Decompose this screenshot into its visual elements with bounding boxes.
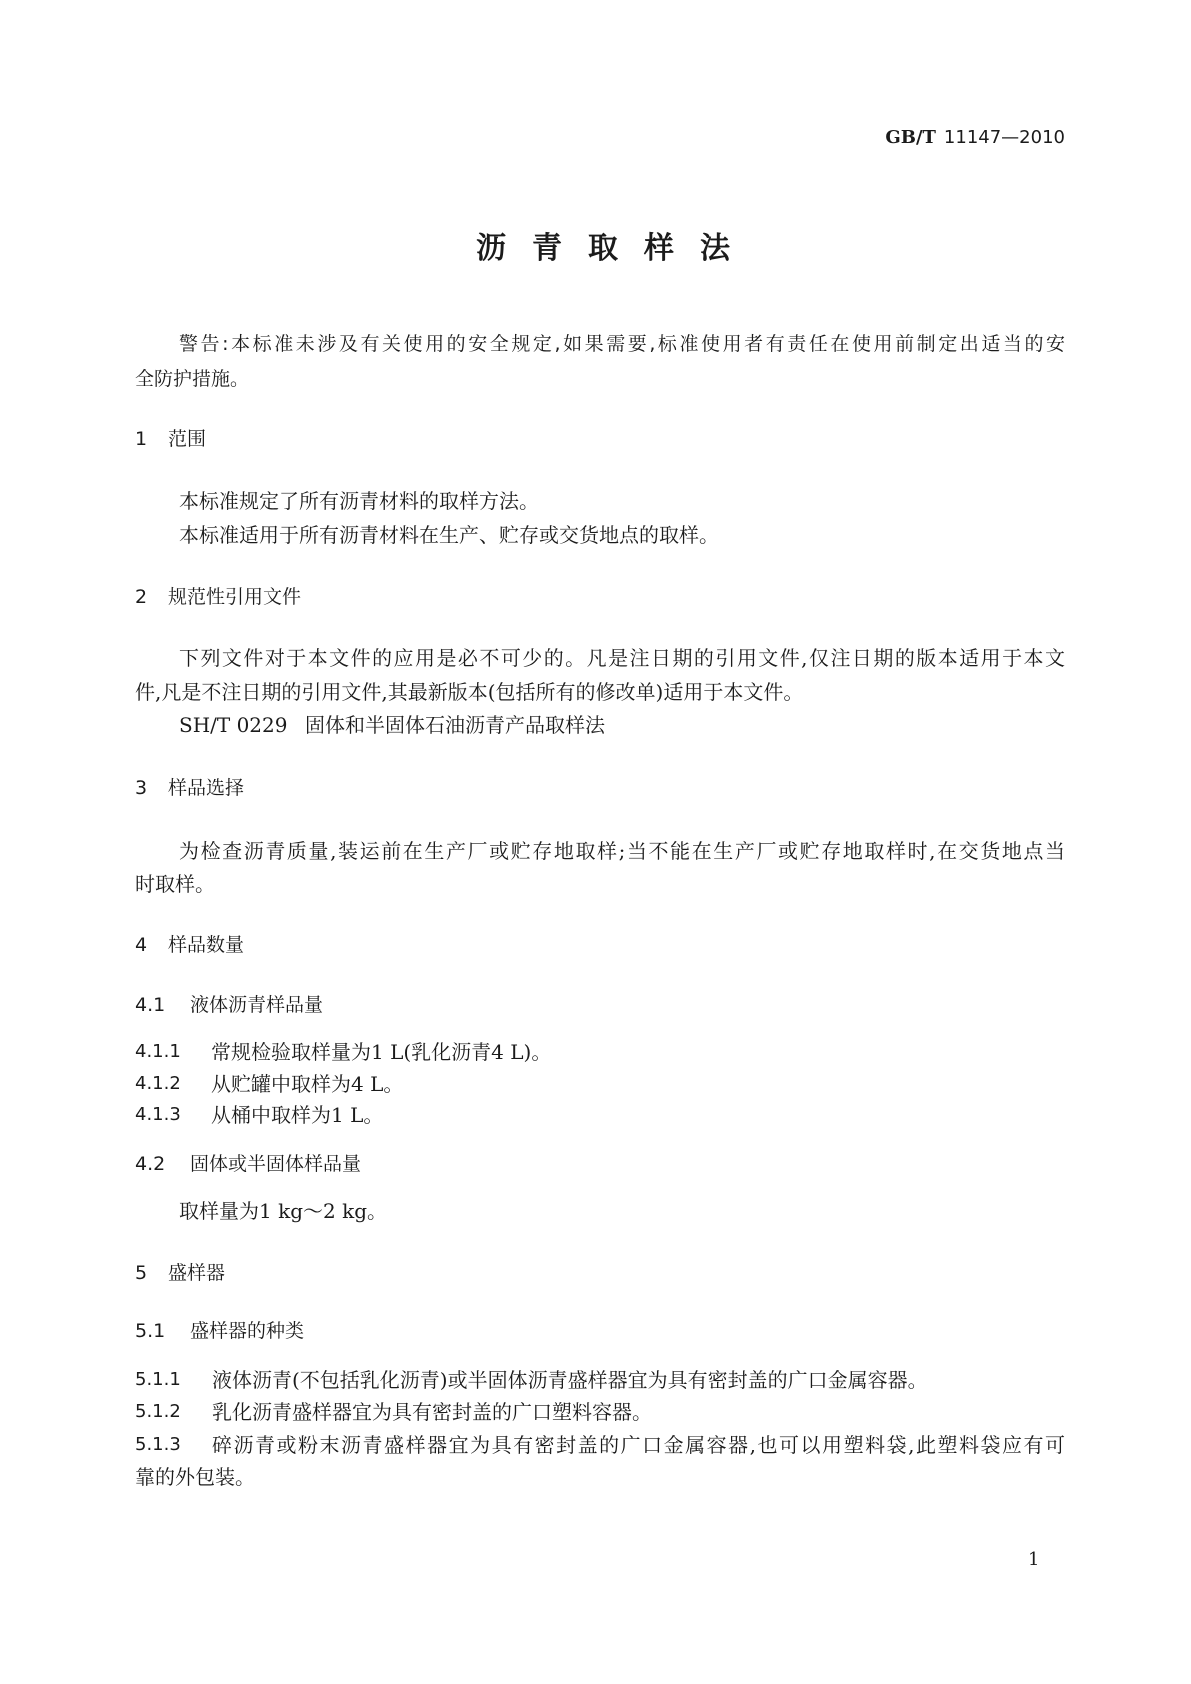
section-1-number: 1	[135, 428, 148, 450]
section-5-number: 5	[135, 1262, 148, 1284]
section-4-title: 样品数量	[168, 934, 245, 956]
clause-5-1-3-text: 碎沥青或粉末沥青盛样器宜为具有密封盖的广口金属容器,也可以用塑料袋,此塑料袋应有可	[212, 1433, 1065, 1457]
reference-title: 固体和半固体石油沥青产品取样法	[305, 713, 605, 737]
clause-4-1-3-number: 4.1.3	[135, 1104, 181, 1125]
section-5-1-title: 盛样器的种类	[190, 1320, 305, 1342]
clause-5-1-3-continuation: 靠的外包装。	[135, 1465, 255, 1489]
section-1-line-1: 本标准规定了所有沥青材料的取样方法。	[179, 489, 539, 513]
standard-code: GB/T	[885, 127, 936, 148]
section-4-2-number: 4.2	[135, 1153, 166, 1175]
section-2-line-1: 下列文件对于本文件的应用是必不可少的。凡是注日期的引用文件,仅注日期的版本适用于本文	[179, 646, 1065, 670]
section-3-line-2: 时取样。	[135, 872, 215, 896]
section-1-line-2: 本标准适用于所有沥青材料在生产、贮存或交货地点的取样。	[179, 523, 719, 547]
clause-5-1-1-text: 液体沥青(不包括乳化沥青)或半固体沥青盛样器宜为具有密封盖的广口金属容器。	[212, 1368, 928, 1392]
section-4-1-number: 4.1	[135, 994, 166, 1016]
warning-line-2: 全防护措施。	[135, 368, 250, 390]
clause-5-1-1-number: 5.1.1	[135, 1369, 181, 1390]
section-2-title: 规范性引用文件	[168, 586, 302, 608]
document-title: 沥 青 取 样 法	[476, 231, 730, 266]
clause-5-1-2-text: 乳化沥青盛样器宜为具有密封盖的广口塑料容器。	[212, 1400, 652, 1424]
clause-5-1-2-number: 5.1.2	[135, 1401, 181, 1422]
section-2-line-2: 件,凡是不注日期的引用文件,其最新版本(包括所有的修改单)适用于本文件。	[135, 680, 804, 704]
section-2-number: 2	[135, 586, 148, 608]
clause-4-1-1-text: 常规检验取样量为1 L(乳化沥青4 L)。	[211, 1040, 552, 1064]
section-4-2-title: 固体或半固体样品量	[190, 1153, 362, 1175]
standard-header	[885, 126, 1065, 150]
section-3-line-1: 为检查沥青质量,装运前在生产厂或贮存地取样;当不能在生产厂或贮存地取样时,在交货地点当	[179, 839, 1065, 863]
page-number: 1	[1028, 1549, 1040, 1570]
warning-line-1: 警告:本标准未涉及有关使用的安全规定,如果需要,标准使用者有责任在使用前制定出适当的安	[179, 333, 1065, 355]
clause-4-1-1-number: 4.1.1	[135, 1041, 181, 1062]
section-3-number: 3	[135, 777, 148, 799]
reference-code: SH/T 0229	[179, 713, 288, 737]
standard-number: 11147—2010	[943, 127, 1065, 148]
section-5-title: 盛样器	[168, 1262, 226, 1284]
section-4-2-text: 取样量为1 kg～2 kg。	[179, 1199, 388, 1223]
section-1-title: 范围	[168, 428, 207, 450]
clause-4-1-2-number: 4.1.2	[135, 1073, 181, 1094]
section-5-1-number: 5.1	[135, 1320, 166, 1342]
section-3-title: 样品选择	[168, 777, 245, 799]
clause-4-1-2-text: 从贮罐中取样为4 L。	[211, 1072, 404, 1096]
section-4-number: 4	[135, 934, 148, 956]
clause-5-1-3-number: 5.1.3	[135, 1434, 181, 1455]
clause-4-1-3-text: 从桶中取样为1 L。	[211, 1103, 384, 1127]
section-4-1-title: 液体沥青样品量	[190, 994, 324, 1016]
